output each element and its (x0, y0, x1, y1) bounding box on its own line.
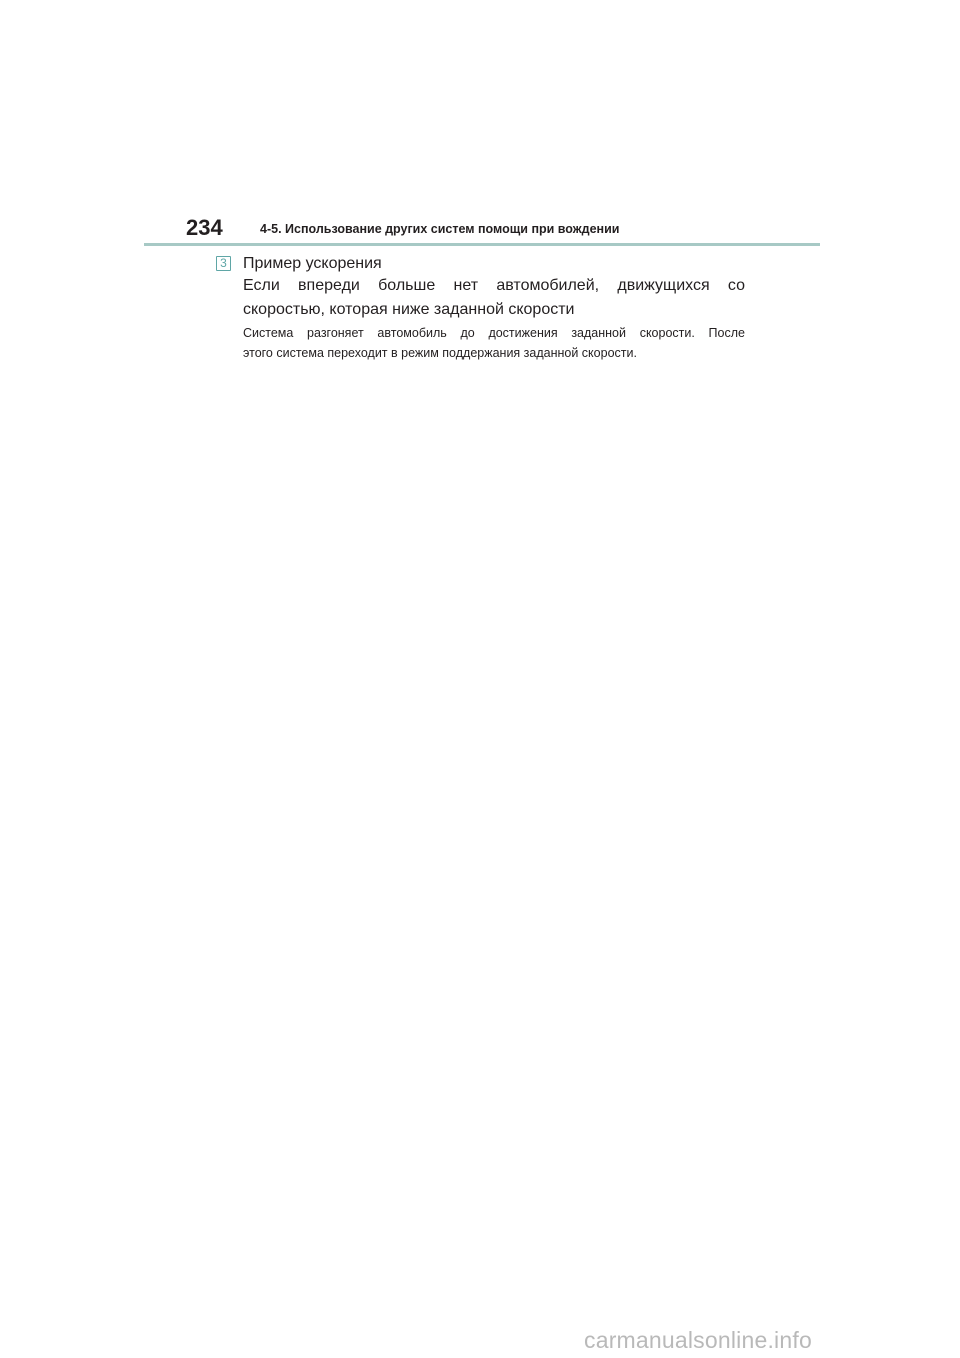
item-description-line: Система разгоняет автомобиль до достижения заданной скорости. После (243, 326, 745, 340)
page-header (144, 214, 820, 244)
page-number: 234 (186, 215, 223, 240)
item-heading (243, 274, 745, 322)
item-number-badge: 3 (216, 256, 231, 271)
section-title: 4-5. Использование других систем помощи при вождении (260, 222, 620, 236)
site-watermark: carmanualsonline.info (584, 1327, 812, 1353)
item-heading-line: скоростью, которая ниже заданной скорости (243, 301, 575, 318)
header-divider (144, 243, 820, 246)
item-description-line: этого система переходит в режим поддержания заданной скорости. (243, 346, 637, 360)
item-heading-line: Если впереди больше нет автомобилей, движущихся со (243, 277, 745, 294)
item-description (243, 323, 745, 363)
item-title: Пример ускорения (243, 255, 382, 272)
